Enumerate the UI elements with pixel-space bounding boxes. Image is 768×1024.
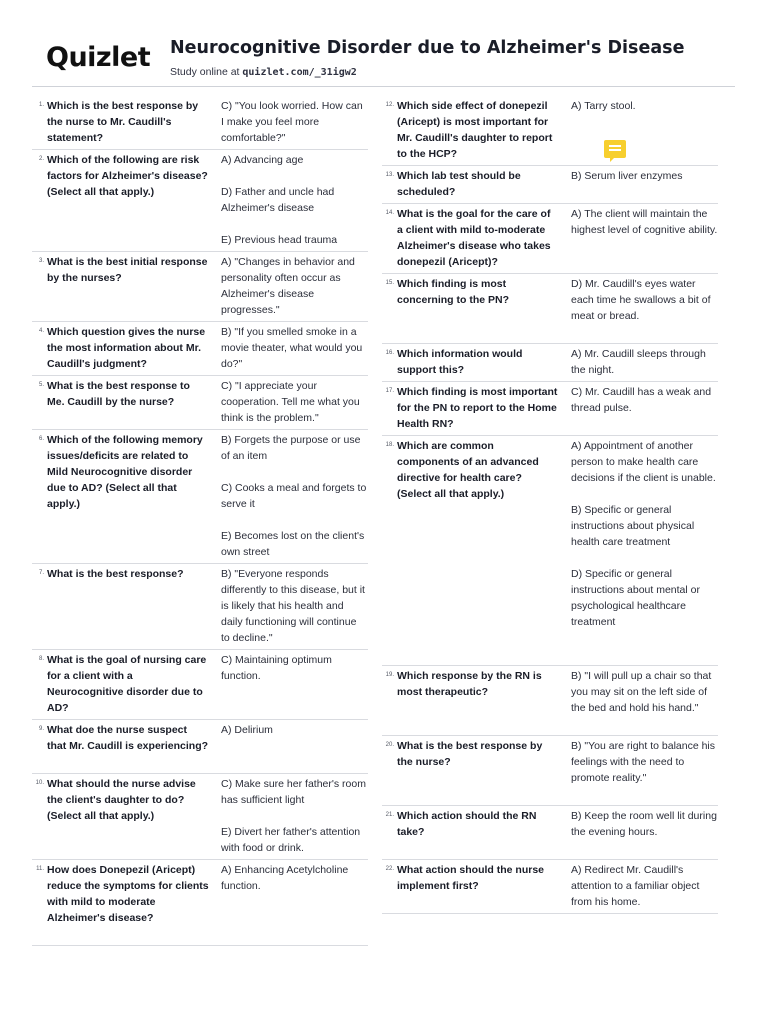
card-term: Which side effect of donepezil (Aricept) is most important for Mr. Caudill's daughter to report to the HCP? <box>397 100 553 160</box>
definition-line: D) Specific or general instructions about mental or psychological healthcare treatment <box>571 568 700 628</box>
card-term: What doe the nurse suspect that Mr. Caudill is experiencing? <box>47 724 209 752</box>
definition-line: C) Cooks a meal and forgets to serve it <box>221 482 367 510</box>
definition-line: D) Mr. Caudill's eyes water each time he swallows a bit of meat or bread. <box>571 278 711 322</box>
card-number: 7. <box>38 570 44 576</box>
card-term: What is the goal of nursing care for a client with a Neurocognitive disorder due to AD? <box>47 654 207 714</box>
flashcard-20 <box>382 736 718 806</box>
card-definition <box>221 324 368 372</box>
card-number: 19. <box>385 672 394 678</box>
card-number: 4. <box>38 328 44 334</box>
flashcard-4 <box>32 322 368 376</box>
card-term: Which of the following are risk factors for Alzheimer's disease? (Select all that apply.) <box>47 154 208 198</box>
card-term: Which action should the RN take? <box>397 810 537 838</box>
definition-line: A) Mr. Caudill sleeps through the night. <box>571 348 706 376</box>
card-definition <box>571 98 718 114</box>
card-definition <box>571 738 718 786</box>
card-number: 2. <box>38 156 44 162</box>
card-number: 13. <box>385 172 394 178</box>
card-definition <box>221 432 368 560</box>
note-icon[interactable] <box>604 140 626 158</box>
definition-line: E) Previous head trauma <box>221 234 338 246</box>
card-term: Which of the following memory issues/deficits are related to Mild Neurocognitive disorder due to AD? (Select all that apply.) <box>47 434 203 510</box>
card-number: 18. <box>385 442 394 448</box>
flashcard-6 <box>32 430 368 564</box>
flashcard-16 <box>382 344 718 382</box>
definition-line: C) Maintaining optimum function. <box>221 654 332 682</box>
definition-line: B) Serum liver enzymes <box>571 170 683 182</box>
card-definition <box>571 668 718 716</box>
card-definition <box>571 276 718 324</box>
card-definition <box>571 438 718 630</box>
card-term: Which finding is most concerning to the PN? <box>397 278 510 306</box>
card-number: 8. <box>38 656 44 662</box>
definition-line: A) Delirium <box>221 724 273 736</box>
card-term: How does Donepezil (Aricept) reduce the symptoms for clients with mild to moderate Alzheimer's disease? <box>47 864 209 924</box>
flashcard-5 <box>32 376 368 430</box>
flashcard-10 <box>32 774 368 860</box>
study-online-prefix: Study online at <box>170 66 243 78</box>
card-definition <box>571 384 718 416</box>
card-number: 11. <box>36 866 44 872</box>
flashcard-13 <box>382 166 718 204</box>
flashcard-12 <box>382 96 718 166</box>
card-definition <box>221 378 368 426</box>
card-term: What is the best response to Me. Caudill by the nurse? <box>47 380 190 408</box>
card-term: What is the goal for the care of a client with mild to-moderate Alzheimer's disease who takes donepezil (Aricept)? <box>397 208 551 268</box>
card-term: Which response by the RN is most therapeutic? <box>397 670 542 698</box>
card-definition <box>221 652 368 684</box>
flashcard-17 <box>382 382 718 436</box>
card-term: What should the nurse advise the client's daughter to do? (Select all that apply.) <box>47 778 196 822</box>
card-term: Which question gives the nurse the most information about Mr. Caudill's judgment? <box>47 326 206 370</box>
definition-line: C) "You look worried. How can I make you feel more comfortable?" <box>221 100 363 144</box>
card-number: 10. <box>35 780 44 786</box>
definition-line: E) Divert her father's attention with food or drink. <box>221 826 361 854</box>
flashcard-11 <box>32 860 368 946</box>
definition-line: A) Tarry stool. <box>571 100 636 112</box>
study-online-line <box>170 66 357 78</box>
definition-line: B) Forgets the purpose or use of an item <box>221 434 361 462</box>
card-number: 20. <box>385 742 394 748</box>
card-number: 5. <box>38 382 44 388</box>
card-term: What is the best initial response by the nurses? <box>47 256 208 284</box>
card-number: 9. <box>38 726 44 732</box>
right-column <box>382 96 718 914</box>
header-divider <box>32 86 735 87</box>
card-term: What is the best response by the nurse? <box>397 740 543 768</box>
card-definition <box>221 862 368 894</box>
quizlet-logo[interactable]: Quizlet <box>46 42 151 73</box>
definition-line: A) Appointment of another person to make health care decisions if the client is unable. <box>571 440 716 484</box>
card-definition <box>221 98 368 146</box>
card-number: 6. <box>38 436 44 442</box>
page-header <box>46 38 736 84</box>
flashcard-1 <box>32 96 368 150</box>
definition-line: B) Specific or general instructions about physical health care treatment <box>571 504 695 548</box>
card-term: Which is the best response by the nurse to Mr. Caudill's statement? <box>47 100 199 144</box>
flashcard-14 <box>382 204 718 274</box>
flashcard-21 <box>382 806 718 860</box>
card-definition <box>221 566 368 646</box>
card-number: 17. <box>385 388 394 394</box>
flashcard-15 <box>382 274 718 344</box>
card-term: What is the best response? <box>47 568 184 580</box>
definition-line: C) Mr. Caudill has a weak and thread pulse. <box>571 386 712 414</box>
card-number: 21. <box>385 812 394 818</box>
definition-line: A) "Changes in behavior and personality often occur as Alzheimer's disease progresses." <box>221 256 355 316</box>
card-number: 3. <box>38 258 44 264</box>
definition-line: B) "If you smelled smoke in a movie theater, what would you do?" <box>221 326 363 370</box>
definition-line: B) "I will pull up a chair so that you may sit on the left side of the bed and hold his hand." <box>571 670 712 714</box>
definition-line: D) Father and uncle had Alzheimer's disease <box>221 186 335 214</box>
flashcard-2 <box>32 150 368 252</box>
definition-line: A) Redirect Mr. Caudill's attention to a familiar object from his home. <box>571 864 700 908</box>
card-definition <box>571 808 718 840</box>
card-term: Which are common components of an advanced directive for health care? (Select all that apply.) <box>397 440 539 500</box>
definition-line: A) Enhancing Acetylcholine function. <box>221 864 349 892</box>
card-term: What action should the nurse implement first? <box>397 864 545 892</box>
flashcard-22 <box>382 860 718 914</box>
definition-line: A) The client will maintain the highest level of cognitive ability. <box>571 208 718 236</box>
card-definition <box>221 776 368 856</box>
definition-line: E) Becomes lost on the client's own street <box>221 530 365 558</box>
definition-line: B) "You are right to balance his feelings with the need to promote reality." <box>571 740 716 784</box>
card-definition <box>221 152 368 248</box>
card-definition <box>571 206 718 238</box>
page-title: Neurocognitive Disorder due to Alzheimer's Disease <box>170 38 685 58</box>
card-definition <box>571 346 718 378</box>
definition-line: B) "Everyone responds differently to this disease, but it is likely that his health and daily functioning will continue to decline." <box>221 568 365 644</box>
study-url-link[interactable]: quizlet.com/_31igw2 <box>242 67 357 78</box>
card-definition <box>571 168 718 184</box>
card-number: 1. <box>38 102 44 108</box>
card-number: 16. <box>385 350 394 356</box>
definition-line: C) Make sure her father's room has sufficient light <box>221 778 366 806</box>
flashcard-7 <box>32 564 368 650</box>
flashcard-9 <box>32 720 368 774</box>
card-term: Which finding is most important for the PN to report to the Home Health RN? <box>397 386 558 430</box>
card-number: 14. <box>385 210 394 216</box>
card-definition <box>221 254 368 318</box>
card-term: Which lab test should be scheduled? <box>397 170 521 198</box>
card-number: 15. <box>385 280 394 286</box>
flashcard-19 <box>382 666 718 736</box>
flashcard-8 <box>32 650 368 720</box>
card-definition <box>221 722 368 738</box>
card-number: 22. <box>385 866 394 872</box>
left-column <box>32 96 368 946</box>
definition-line: C) "I appreciate your cooperation. Tell me what you think is the problem." <box>221 380 360 424</box>
card-definition <box>571 862 718 910</box>
flashcard-3 <box>32 252 368 322</box>
definition-line: B) Keep the room well lit during the evening hours. <box>571 810 717 838</box>
definition-line: A) Advancing age <box>221 154 304 166</box>
flashcard-18 <box>382 436 718 666</box>
card-number: 12. <box>385 102 394 108</box>
card-term: Which information would support this? <box>397 348 523 376</box>
